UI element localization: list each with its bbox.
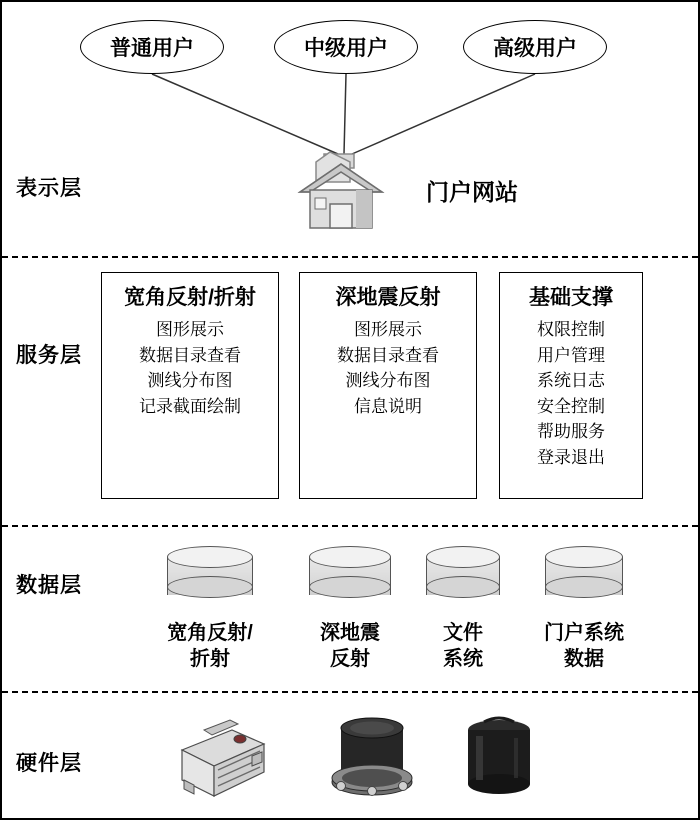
database-cylinder-portal-data[interactable] bbox=[545, 546, 623, 608]
layer-label-data: 数据层 bbox=[16, 574, 82, 597]
cylinder-bottom bbox=[167, 576, 253, 598]
database-label-line2: 折射 bbox=[190, 648, 230, 670]
service-item: 图形展示 bbox=[156, 320, 224, 340]
service-item: 权限控制 bbox=[537, 320, 605, 340]
separator-data-hardware bbox=[2, 691, 698, 693]
service-item: 用户管理 bbox=[537, 345, 605, 365]
cylinder-bottom bbox=[545, 576, 623, 598]
actor-normal-user[interactable]: 普通用户 bbox=[80, 20, 224, 74]
actor-middle-user[interactable]: 中级用户 bbox=[274, 20, 418, 74]
cylinder-top bbox=[309, 546, 391, 568]
database-cylinder-deep-seismic[interactable] bbox=[309, 546, 391, 608]
database-cylinder-wide-angle[interactable] bbox=[167, 546, 253, 608]
cylinder-top bbox=[545, 546, 623, 568]
database-label-wide-angle bbox=[132, 620, 288, 672]
layer-label-hardware: 硬件层 bbox=[16, 752, 82, 775]
cylinder-bottom bbox=[309, 576, 391, 598]
database-label-line1: 文件 bbox=[443, 622, 483, 644]
database-label-file-system bbox=[413, 620, 513, 672]
service-item: 安全控制 bbox=[537, 396, 605, 416]
database-label-line2: 反射 bbox=[330, 648, 370, 670]
cylindrical-sensor-photo bbox=[319, 708, 429, 808]
service-item: 数据目录查看 bbox=[139, 345, 241, 365]
database-label-line2: 系统 bbox=[443, 648, 483, 670]
service-item: 系统日志 bbox=[537, 371, 605, 391]
database-label-deep-seismic bbox=[290, 620, 410, 672]
service-item: 登录退出 bbox=[537, 447, 605, 467]
service-item: 测线分布图 bbox=[147, 371, 233, 391]
database-label-portal-data bbox=[524, 620, 644, 672]
service-box-deep-seismic[interactable] bbox=[299, 272, 477, 499]
service-item: 图形展示 bbox=[354, 320, 422, 340]
separator-service-data bbox=[2, 525, 698, 527]
database-label-line1: 门户系统 bbox=[544, 622, 624, 644]
layer-label-service: 服务层 bbox=[16, 344, 82, 367]
portal-label: 门户网站 bbox=[426, 179, 518, 205]
service-item: 帮助服务 bbox=[537, 422, 605, 442]
service-box-title: 基础支撑 bbox=[529, 286, 613, 309]
service-item: 信息说明 bbox=[354, 396, 422, 416]
service-item: 测线分布图 bbox=[345, 371, 431, 391]
layer-label-presentation: 表示层 bbox=[16, 177, 82, 200]
database-label-line1: 宽角反射/ bbox=[167, 622, 253, 644]
database-cylinder-file-system[interactable] bbox=[426, 546, 500, 608]
service-item: 数据目录查看 bbox=[337, 345, 439, 365]
cylinder-top bbox=[426, 546, 500, 568]
database-label-line2: 数据 bbox=[564, 648, 604, 670]
service-item: 记录截面绘制 bbox=[139, 396, 241, 416]
database-label-line1: 深地震 bbox=[320, 622, 380, 644]
black-canister-photo bbox=[454, 708, 544, 808]
service-box-wide-angle[interactable] bbox=[101, 272, 279, 499]
actor-senior-user[interactable]: 高级用户 bbox=[463, 20, 607, 74]
service-box-base-support[interactable] bbox=[499, 272, 643, 499]
service-box-title: 深地震反射 bbox=[335, 286, 441, 309]
cylinder-bottom bbox=[426, 576, 500, 598]
separator-presentation-service bbox=[2, 256, 698, 258]
cylinder-top bbox=[167, 546, 253, 568]
seismograph-device-photo bbox=[152, 708, 282, 808]
service-box-title: 宽角反射/折射 bbox=[124, 286, 256, 309]
house-icon bbox=[294, 148, 388, 232]
